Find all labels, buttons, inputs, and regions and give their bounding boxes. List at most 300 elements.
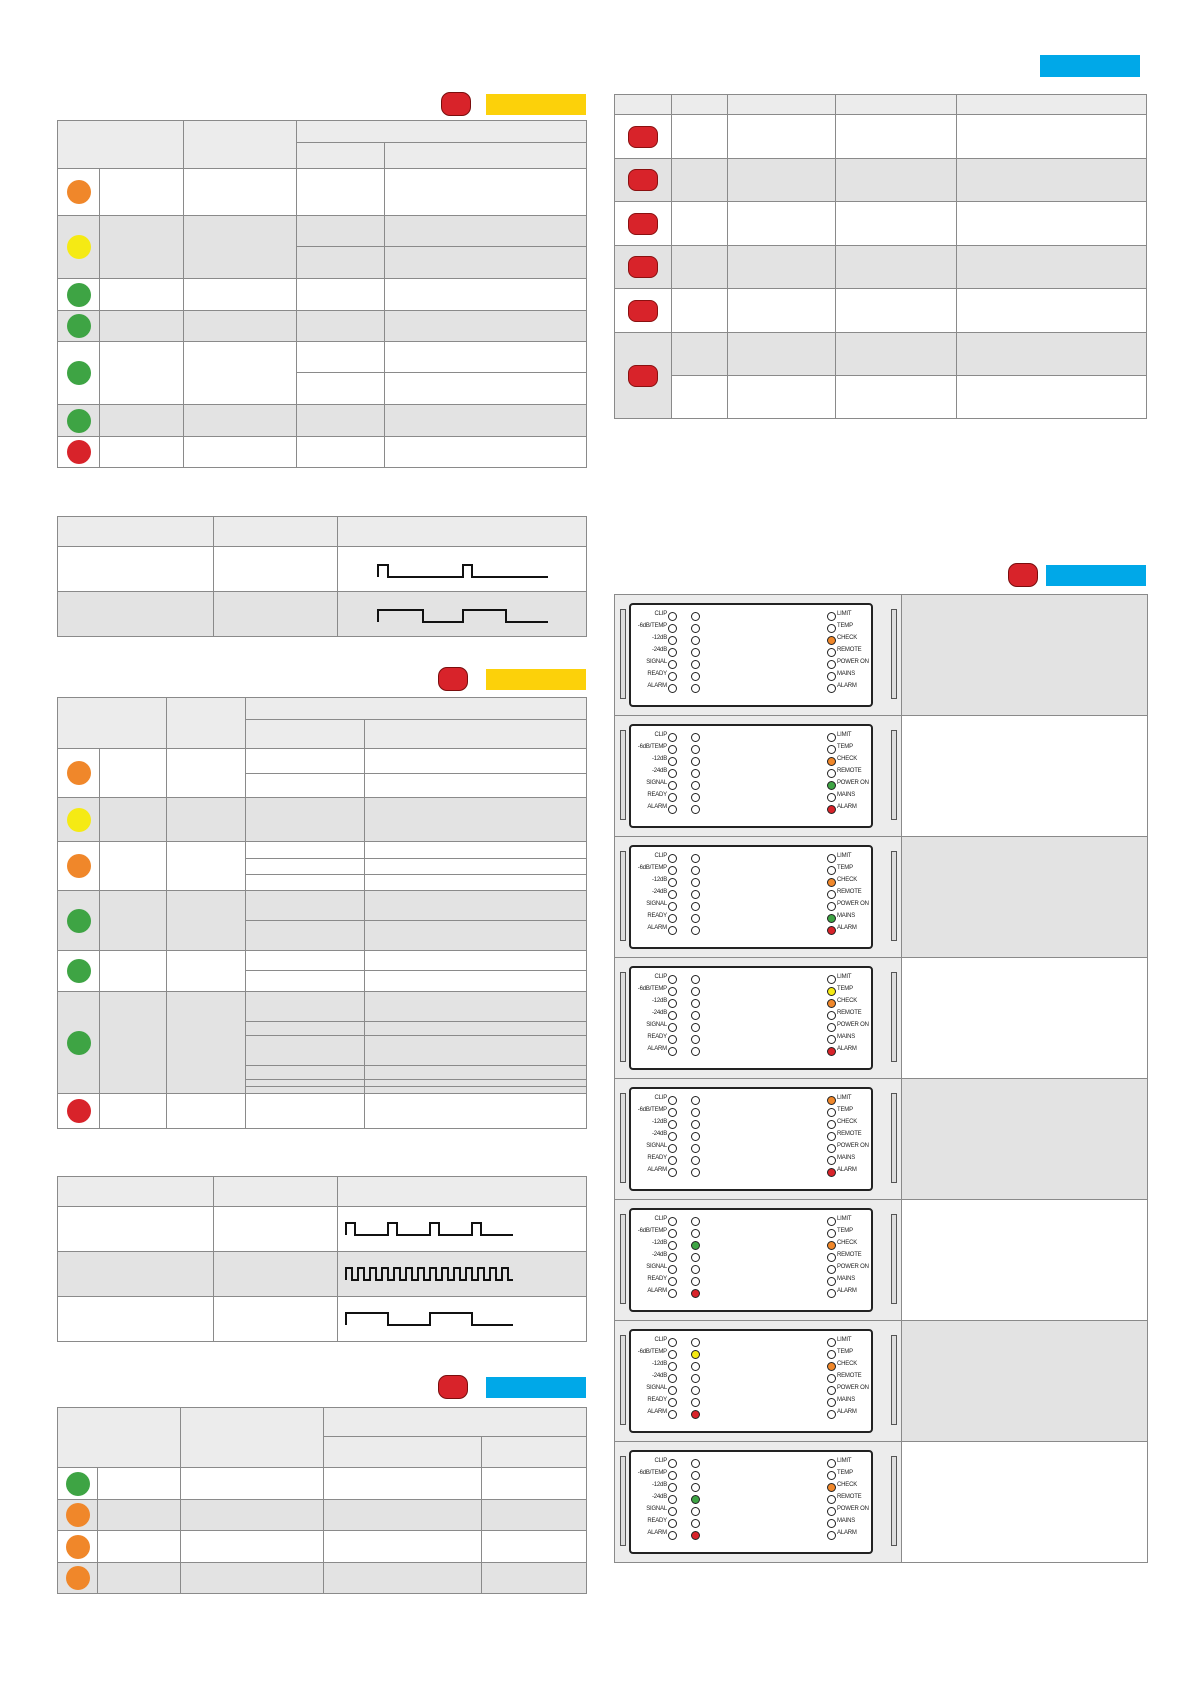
- led-indicator: [668, 1144, 677, 1153]
- led-indicator: [827, 612, 836, 621]
- led-label-left: -12dB: [651, 1482, 667, 1488]
- led-indicator: [691, 1338, 700, 1347]
- led-label-right: MAINS: [837, 1276, 856, 1282]
- led-indicator: [691, 660, 700, 669]
- led-indicator: [668, 1253, 677, 1262]
- led-indicator: [827, 1168, 836, 1177]
- alarm-badge: [628, 300, 658, 322]
- pulse-train-waveform-icon: [338, 1207, 587, 1251]
- led-label-left: SIGNAL: [646, 659, 667, 665]
- led-indicator: [827, 793, 836, 802]
- led-indicator: [668, 672, 677, 681]
- led-indicator: [691, 1459, 700, 1468]
- led-indicator: [691, 1386, 700, 1395]
- led-label-left: -6dB/TEMP: [637, 865, 667, 871]
- panel-face: [629, 1450, 873, 1554]
- section-tag-blue: [486, 1377, 586, 1398]
- led-label-right: REMOTE: [837, 889, 862, 895]
- led-label-left: -6dB/TEMP: [637, 986, 667, 992]
- led-label-left: CLIP: [654, 1216, 667, 1222]
- led-indicator: [827, 1265, 836, 1274]
- led-indicator: [691, 1289, 700, 1298]
- status-dot: [67, 440, 91, 464]
- rack-handle: [891, 972, 897, 1062]
- rack-handle: [620, 1456, 626, 1546]
- led-indicator: [668, 636, 677, 645]
- led-label-right: REMOTE: [837, 1131, 862, 1137]
- led-indicator: [668, 1217, 677, 1226]
- led-indicator: [668, 757, 677, 766]
- led-indicator: [668, 1289, 677, 1298]
- led-indicator: [691, 1096, 700, 1105]
- led-indicator: [668, 1011, 677, 1020]
- led-indicator: [668, 1362, 677, 1371]
- front-panel-illustration: [614, 1441, 903, 1563]
- rack-handle: [891, 1456, 897, 1546]
- led-indicator: [668, 1519, 677, 1528]
- panel-face: [629, 724, 873, 828]
- led-indicator: [691, 781, 700, 790]
- led-indicator: [668, 902, 677, 911]
- led-indicator: [691, 987, 700, 996]
- status-dot: [66, 1472, 90, 1496]
- led-indicator: [691, 672, 700, 681]
- led-label-right: POWER ON: [837, 1506, 869, 1512]
- led-indicator: [668, 1108, 677, 1117]
- led-indicator: [827, 757, 836, 766]
- led-indicator: [827, 672, 836, 681]
- led-indicator: [827, 1410, 836, 1419]
- led-label-left: -24dB: [651, 1252, 667, 1258]
- led-label-right: LIMIT: [837, 1458, 852, 1464]
- led-indicator: [827, 914, 836, 923]
- led-label-right: REMOTE: [837, 1373, 862, 1379]
- led-indicator: [668, 890, 677, 899]
- led-label-left: SIGNAL: [646, 1264, 667, 1270]
- led-label-right: MAINS: [837, 1034, 856, 1040]
- led-label-left: -6dB/TEMP: [637, 1107, 667, 1113]
- led-indicator: [691, 1350, 700, 1359]
- led-label-left: ALARM: [647, 804, 667, 810]
- led-indicator: [691, 805, 700, 814]
- led-indicator: [827, 745, 836, 754]
- led-indicator: [827, 926, 836, 935]
- led-label-left: CLIP: [654, 974, 667, 980]
- led-label-right: CHECK: [837, 1240, 858, 1246]
- led-indicator: [668, 878, 677, 887]
- led-indicator: [827, 1241, 836, 1250]
- led-label-left: -12dB: [651, 635, 667, 641]
- led-label-left: CLIP: [654, 1337, 667, 1343]
- led-label-right: ALARM: [837, 804, 857, 810]
- led-label-right: REMOTE: [837, 1010, 862, 1016]
- panel-description-cell: [901, 594, 1148, 716]
- led-indicator: [691, 1108, 700, 1117]
- section-tag-blue: [1040, 55, 1140, 77]
- led-label-right: TEMP: [837, 1470, 853, 1476]
- led-label-left: SIGNAL: [646, 1385, 667, 1391]
- rack-handle: [891, 730, 897, 820]
- led-label-right: MAINS: [837, 1518, 856, 1524]
- led-indicator: [827, 878, 836, 887]
- led-indicator: [668, 866, 677, 875]
- led-indicator: [668, 1156, 677, 1165]
- led-label-left: ALARM: [647, 1046, 667, 1052]
- led-label-left: -24dB: [651, 1010, 667, 1016]
- status-dot: [66, 1503, 90, 1527]
- led-label-right: REMOTE: [837, 1252, 862, 1258]
- led-indicator: [668, 926, 677, 935]
- front-panel-illustration: [614, 594, 903, 716]
- led-indicator: [827, 636, 836, 645]
- led-label-left: CLIP: [654, 732, 667, 738]
- led-indicator: [691, 745, 700, 754]
- led-indicator: [827, 1144, 836, 1153]
- led-indicator: [668, 1507, 677, 1516]
- led-indicator: [691, 733, 700, 742]
- led-indicator: [827, 1253, 836, 1262]
- led-label-right: TEMP: [837, 865, 853, 871]
- led-label-left: SIGNAL: [646, 901, 667, 907]
- led-indicator: [827, 660, 836, 669]
- led-indicator: [691, 890, 700, 899]
- led-label-right: ALARM: [837, 1046, 857, 1052]
- led-indicator: [668, 1398, 677, 1407]
- waveform-table-1: [57, 516, 587, 637]
- led-indicator: [668, 999, 677, 1008]
- led-indicator: [691, 1132, 700, 1141]
- led-indicator: [827, 1459, 836, 1468]
- led-indicator: [668, 1410, 677, 1419]
- led-indicator: [668, 1229, 677, 1238]
- led-label-left: READY: [647, 1397, 667, 1403]
- led-indicator: [691, 1362, 700, 1371]
- led-label-left: -6dB/TEMP: [637, 1228, 667, 1234]
- led-indicator: [827, 1519, 836, 1528]
- front-panel-illustration: [614, 1199, 903, 1321]
- led-label-right: MAINS: [837, 1155, 856, 1161]
- led-indicator: [691, 1495, 700, 1504]
- status-dot: [67, 959, 91, 983]
- led-label-right: POWER ON: [837, 901, 869, 907]
- led-label-left: -24dB: [651, 1494, 667, 1500]
- pulse-waveform-icon: [338, 547, 587, 591]
- led-indicator: [691, 1507, 700, 1516]
- led-indicator: [668, 684, 677, 693]
- led-indicator: [691, 612, 700, 621]
- led-indicator: [691, 757, 700, 766]
- status-dot: [66, 1535, 90, 1559]
- led-label-left: READY: [647, 1034, 667, 1040]
- status-dot: [67, 283, 91, 307]
- led-indicator: [827, 975, 836, 984]
- rack-handle: [620, 1093, 626, 1183]
- led-indicator: [827, 1398, 836, 1407]
- led-indicator: [827, 805, 836, 814]
- led-label-left: SIGNAL: [646, 1506, 667, 1512]
- led-indicator: [691, 1531, 700, 1540]
- led-label-right: CHECK: [837, 1119, 858, 1125]
- panel-face: [629, 966, 873, 1070]
- led-label-right: MAINS: [837, 792, 856, 798]
- led-indicator: [827, 987, 836, 996]
- led-indicator: [668, 1168, 677, 1177]
- rack-handle: [891, 609, 897, 699]
- led-label-left: -24dB: [651, 768, 667, 774]
- led-label-left: ALARM: [647, 1167, 667, 1173]
- led-label-left: CLIP: [654, 853, 667, 859]
- led-label-right: MAINS: [837, 1397, 856, 1403]
- led-label-right: TEMP: [837, 623, 853, 629]
- led-indicator: [691, 648, 700, 657]
- led-indicator: [668, 769, 677, 778]
- led-label-left: SIGNAL: [646, 1022, 667, 1028]
- led-indicator: [827, 1507, 836, 1516]
- led-indicator: [691, 975, 700, 984]
- indicator-badge: [438, 667, 468, 691]
- slow-square-waveform-icon: [338, 1297, 587, 1341]
- rack-handle: [891, 1335, 897, 1425]
- led-label-left: -6dB/TEMP: [637, 744, 667, 750]
- led-status-table-3: [57, 1407, 587, 1594]
- led-indicator: [668, 781, 677, 790]
- led-label-right: POWER ON: [837, 1385, 869, 1391]
- led-indicator: [827, 1362, 836, 1371]
- led-indicator: [668, 1459, 677, 1468]
- led-label-right: REMOTE: [837, 647, 862, 653]
- led-indicator: [827, 1386, 836, 1395]
- led-label-left: -12dB: [651, 756, 667, 762]
- led-indicator: [827, 1108, 836, 1117]
- led-indicator: [668, 1241, 677, 1250]
- panel-description-cell: [901, 836, 1148, 958]
- led-label-left: CLIP: [654, 1095, 667, 1101]
- led-label-right: CHECK: [837, 877, 858, 883]
- led-indicator: [691, 1483, 700, 1492]
- led-indicator: [691, 854, 700, 863]
- led-indicator: [668, 793, 677, 802]
- panel-description-cell: [901, 1320, 1148, 1442]
- led-label-right: POWER ON: [837, 780, 869, 786]
- alarm-badge: [628, 365, 658, 387]
- led-label-right: POWER ON: [837, 1143, 869, 1149]
- led-indicator: [691, 1217, 700, 1226]
- led-label-right: REMOTE: [837, 1494, 862, 1500]
- led-indicator: [668, 1047, 677, 1056]
- led-indicator: [827, 781, 836, 790]
- led-indicator: [668, 914, 677, 923]
- led-indicator: [668, 1132, 677, 1141]
- led-indicator: [827, 1035, 836, 1044]
- led-indicator: [668, 1277, 677, 1286]
- led-label-right: ALARM: [837, 1167, 857, 1173]
- led-indicator: [827, 902, 836, 911]
- led-indicator: [668, 624, 677, 633]
- led-indicator: [691, 684, 700, 693]
- led-indicator: [691, 1035, 700, 1044]
- led-label-left: READY: [647, 671, 667, 677]
- led-indicator: [827, 1120, 836, 1129]
- status-dot: [67, 180, 91, 204]
- rack-handle: [620, 730, 626, 820]
- front-panel-illustration: [614, 1320, 903, 1442]
- led-label-right: LIMIT: [837, 611, 852, 617]
- led-indicator: [827, 999, 836, 1008]
- led-label-right: CHECK: [837, 1482, 858, 1488]
- led-label-left: SIGNAL: [646, 1143, 667, 1149]
- led-indicator: [668, 987, 677, 996]
- led-indicator: [691, 1519, 700, 1528]
- led-label-right: TEMP: [837, 1228, 853, 1234]
- led-indicator: [827, 1229, 836, 1238]
- panel-description-cell: [901, 715, 1148, 837]
- led-label-left: -12dB: [651, 1240, 667, 1246]
- led-indicator: [691, 1023, 700, 1032]
- led-indicator: [668, 1386, 677, 1395]
- led-label-left: READY: [647, 1518, 667, 1524]
- led-indicator: [691, 636, 700, 645]
- led-indicator: [668, 648, 677, 657]
- led-indicator: [691, 1011, 700, 1020]
- alarm-badge: [628, 126, 658, 148]
- led-indicator: [827, 1156, 836, 1165]
- led-label-right: POWER ON: [837, 1022, 869, 1028]
- led-label-right: ALARM: [837, 1288, 857, 1294]
- section-tag-blue: [1046, 565, 1146, 586]
- led-indicator: [691, 1374, 700, 1383]
- led-indicator: [691, 1047, 700, 1056]
- led-label-left: SIGNAL: [646, 780, 667, 786]
- led-label-right: POWER ON: [837, 659, 869, 665]
- section-tag-yellow: [486, 669, 586, 690]
- led-indicator: [691, 878, 700, 887]
- led-indicator: [691, 1410, 700, 1419]
- indicator-badge: [438, 1375, 468, 1399]
- led-label-right: LIMIT: [837, 853, 852, 859]
- led-label-left: -6dB/TEMP: [637, 1349, 667, 1355]
- led-indicator: [668, 1471, 677, 1480]
- led-indicator: [691, 914, 700, 923]
- led-indicator: [827, 1023, 836, 1032]
- led-label-right: LIMIT: [837, 974, 852, 980]
- led-indicator: [827, 1277, 836, 1286]
- led-label-left: -6dB/TEMP: [637, 1470, 667, 1476]
- status-dot: [67, 808, 91, 832]
- led-label-right: MAINS: [837, 913, 856, 919]
- status-dot: [67, 761, 91, 785]
- led-indicator: [668, 854, 677, 863]
- status-dot: [67, 314, 91, 338]
- led-indicator: [668, 1265, 677, 1274]
- led-label-left: READY: [647, 913, 667, 919]
- status-dot: [67, 854, 91, 878]
- front-panel-illustration: [614, 957, 903, 1079]
- panel-face: [629, 603, 873, 707]
- led-indicator: [827, 866, 836, 875]
- led-label-left: -12dB: [651, 998, 667, 1004]
- led-indicator: [668, 612, 677, 621]
- panel-face: [629, 1329, 873, 1433]
- front-panel-list: [614, 594, 1147, 1562]
- panel-face: [629, 1087, 873, 1191]
- led-label-left: ALARM: [647, 683, 667, 689]
- led-indicator: [668, 1338, 677, 1347]
- led-indicator: [827, 733, 836, 742]
- front-panel-illustration: [614, 1078, 903, 1200]
- led-indicator: [668, 1096, 677, 1105]
- led-indicator: [668, 745, 677, 754]
- led-label-right: TEMP: [837, 744, 853, 750]
- led-indicator: [827, 1096, 836, 1105]
- led-label-left: -12dB: [651, 1119, 667, 1125]
- led-indicator: [691, 624, 700, 633]
- alarm-badge: [628, 169, 658, 191]
- indicator-badge: [1008, 563, 1038, 587]
- led-label-left: ALARM: [647, 1409, 667, 1415]
- led-label-left: -24dB: [651, 647, 667, 653]
- rack-handle: [620, 972, 626, 1062]
- section-tag-yellow: [486, 94, 586, 115]
- status-dot: [67, 409, 91, 433]
- led-indicator: [691, 1471, 700, 1480]
- led-indicator: [668, 1120, 677, 1129]
- led-indicator: [691, 1398, 700, 1407]
- led-label-right: ALARM: [837, 925, 857, 931]
- square-waveform-icon: [338, 592, 587, 636]
- led-indicator: [668, 1023, 677, 1032]
- led-label-left: ALARM: [647, 925, 667, 931]
- led-indicator: [691, 1144, 700, 1153]
- fast-pulse-waveform-icon: [338, 1252, 587, 1296]
- led-indicator: [691, 926, 700, 935]
- led-indicator: [827, 1531, 836, 1540]
- led-label-right: TEMP: [837, 1107, 853, 1113]
- led-label-left: READY: [647, 1276, 667, 1282]
- status-dot: [67, 235, 91, 259]
- led-indicator: [827, 1289, 836, 1298]
- led-indicator: [691, 793, 700, 802]
- led-label-left: READY: [647, 1155, 667, 1161]
- led-indicator: [668, 1531, 677, 1540]
- panel-description-cell: [901, 1199, 1148, 1321]
- rack-handle: [620, 851, 626, 941]
- led-status-table-1: [57, 120, 587, 468]
- led-indicator: [691, 999, 700, 1008]
- led-label-right: LIMIT: [837, 1095, 852, 1101]
- led-indicator: [668, 1495, 677, 1504]
- status-dot: [67, 1099, 91, 1123]
- led-label-left: ALARM: [647, 1288, 667, 1294]
- indicator-badge: [441, 92, 471, 116]
- led-label-right: REMOTE: [837, 768, 862, 774]
- led-label-right: LIMIT: [837, 1337, 852, 1343]
- front-panel-illustration: [614, 715, 903, 837]
- led-label-right: MAINS: [837, 671, 856, 677]
- led-label-left: -12dB: [651, 1361, 667, 1367]
- led-indicator: [691, 866, 700, 875]
- led-label-left: -6dB/TEMP: [637, 623, 667, 629]
- rack-handle: [891, 851, 897, 941]
- led-label-left: ALARM: [647, 1530, 667, 1536]
- led-label-right: CHECK: [837, 756, 858, 762]
- led-indicator: [827, 1011, 836, 1020]
- front-panel-illustration: [614, 836, 903, 958]
- led-indicator: [827, 1483, 836, 1492]
- led-label-right: CHECK: [837, 635, 858, 641]
- led-indicator: [827, 1338, 836, 1347]
- led-indicator: [691, 1168, 700, 1177]
- led-indicator: [668, 805, 677, 814]
